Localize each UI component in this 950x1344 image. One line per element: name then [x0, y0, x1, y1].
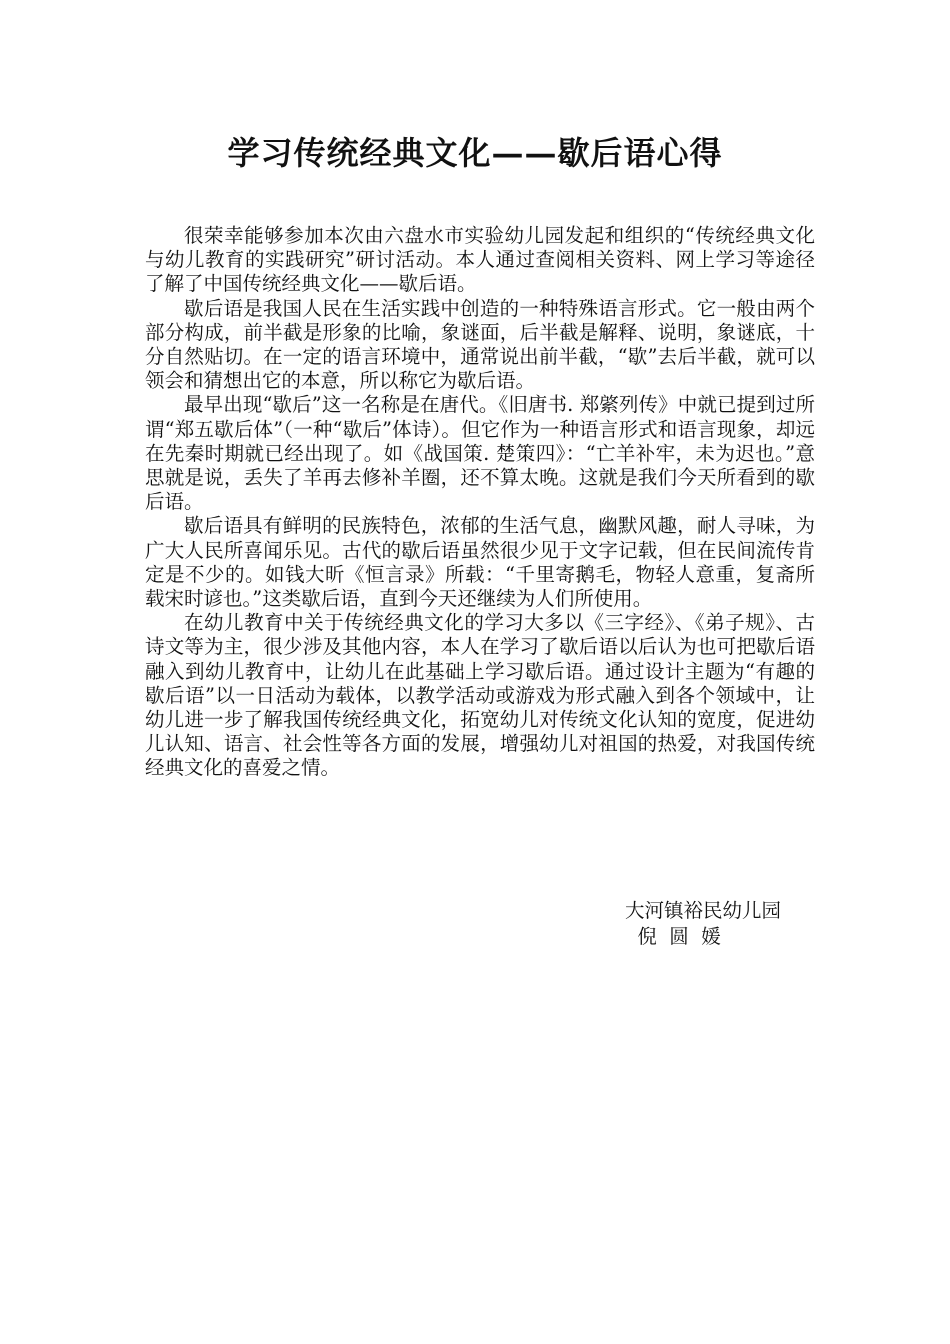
paragraph-3: 最早出现“歇后”这一名称是在唐代。《旧唐书. 郑綮列传》中就已提到过所谓“郑五歇后体”（一种“歇后”体诗）。但它作为一种语言形式和语言现象，却远在先秦时期就已经出现了。如《战国策. 楚策四》：“亡羊补牢，未为迟也。”意思就是说，丢失了羊再去修补羊圈，还不算太晚。这就是我们今天所看到的歇后语。 [145, 393, 815, 514]
paragraph-2: 歇后语是我国人民在生活实践中创造的一种特殊语言形式。它一般由两个部分构成，前半截是形象的比喻，象谜面，后半截是解释、说明，象谜底，十分自然贴切。在一定的语言环境中，通常说出前半截，“歇”去后半截，就可以领会和猜想出它的本意，所以称它为歇后语。 [145, 296, 815, 393]
document-title: 学习传统经典文化——歇后语心得 [227, 134, 723, 172]
signature-author: 倪 圆 媛 [625, 925, 721, 948]
signature-block [625, 898, 865, 950]
document-body [145, 224, 815, 781]
paragraph-1: 很荣幸能够参加本次由六盘水市实验幼儿园发起和组织的“传统经典文化与幼儿教育的实践研究”研讨活动。本人通过查阅相关资料、网上学习等途径了解了中国传统经典文化——歇后语。 [145, 224, 815, 296]
paragraph-5: 在幼儿教育中关于传统经典文化的学习大多以《三字经》、《弟子规》、古诗文等为主，很少涉及其他内容，本人在学习了歇后语以后认为也可把歇后语融入到幼儿教育中，让幼儿在此基础上学习歇后语。通过设计主题为“有趣的歇后语”以一日活动为载体，以教学活动或游戏为形式融入到各个领域中，让幼儿进一步了解我国传统经典文化，拓宽幼儿对传统文化认知的宽度，促进幼儿认知、语言、社会性等各方面的发展，增强幼儿对祖国的热爱，对我国传统经典文化的喜爱之情。 [145, 611, 815, 780]
paragraph-4: 歇后语具有鲜明的民族特色，浓郁的生活气息，幽默风趣，耐人寻味，为广大人民所喜闻乐见。古代的歇后语虽然很少见于文字记载，但在民间流传肯定是不少的。如钱大昕《恒言录》所载：“千里寄鹅毛，物轻人意重，复斋所载宋时谚也。”这类歇后语，直到今天还继续为人们所使用。 [145, 514, 815, 611]
signature-organization: 大河镇裕民幼儿园 [625, 899, 782, 922]
